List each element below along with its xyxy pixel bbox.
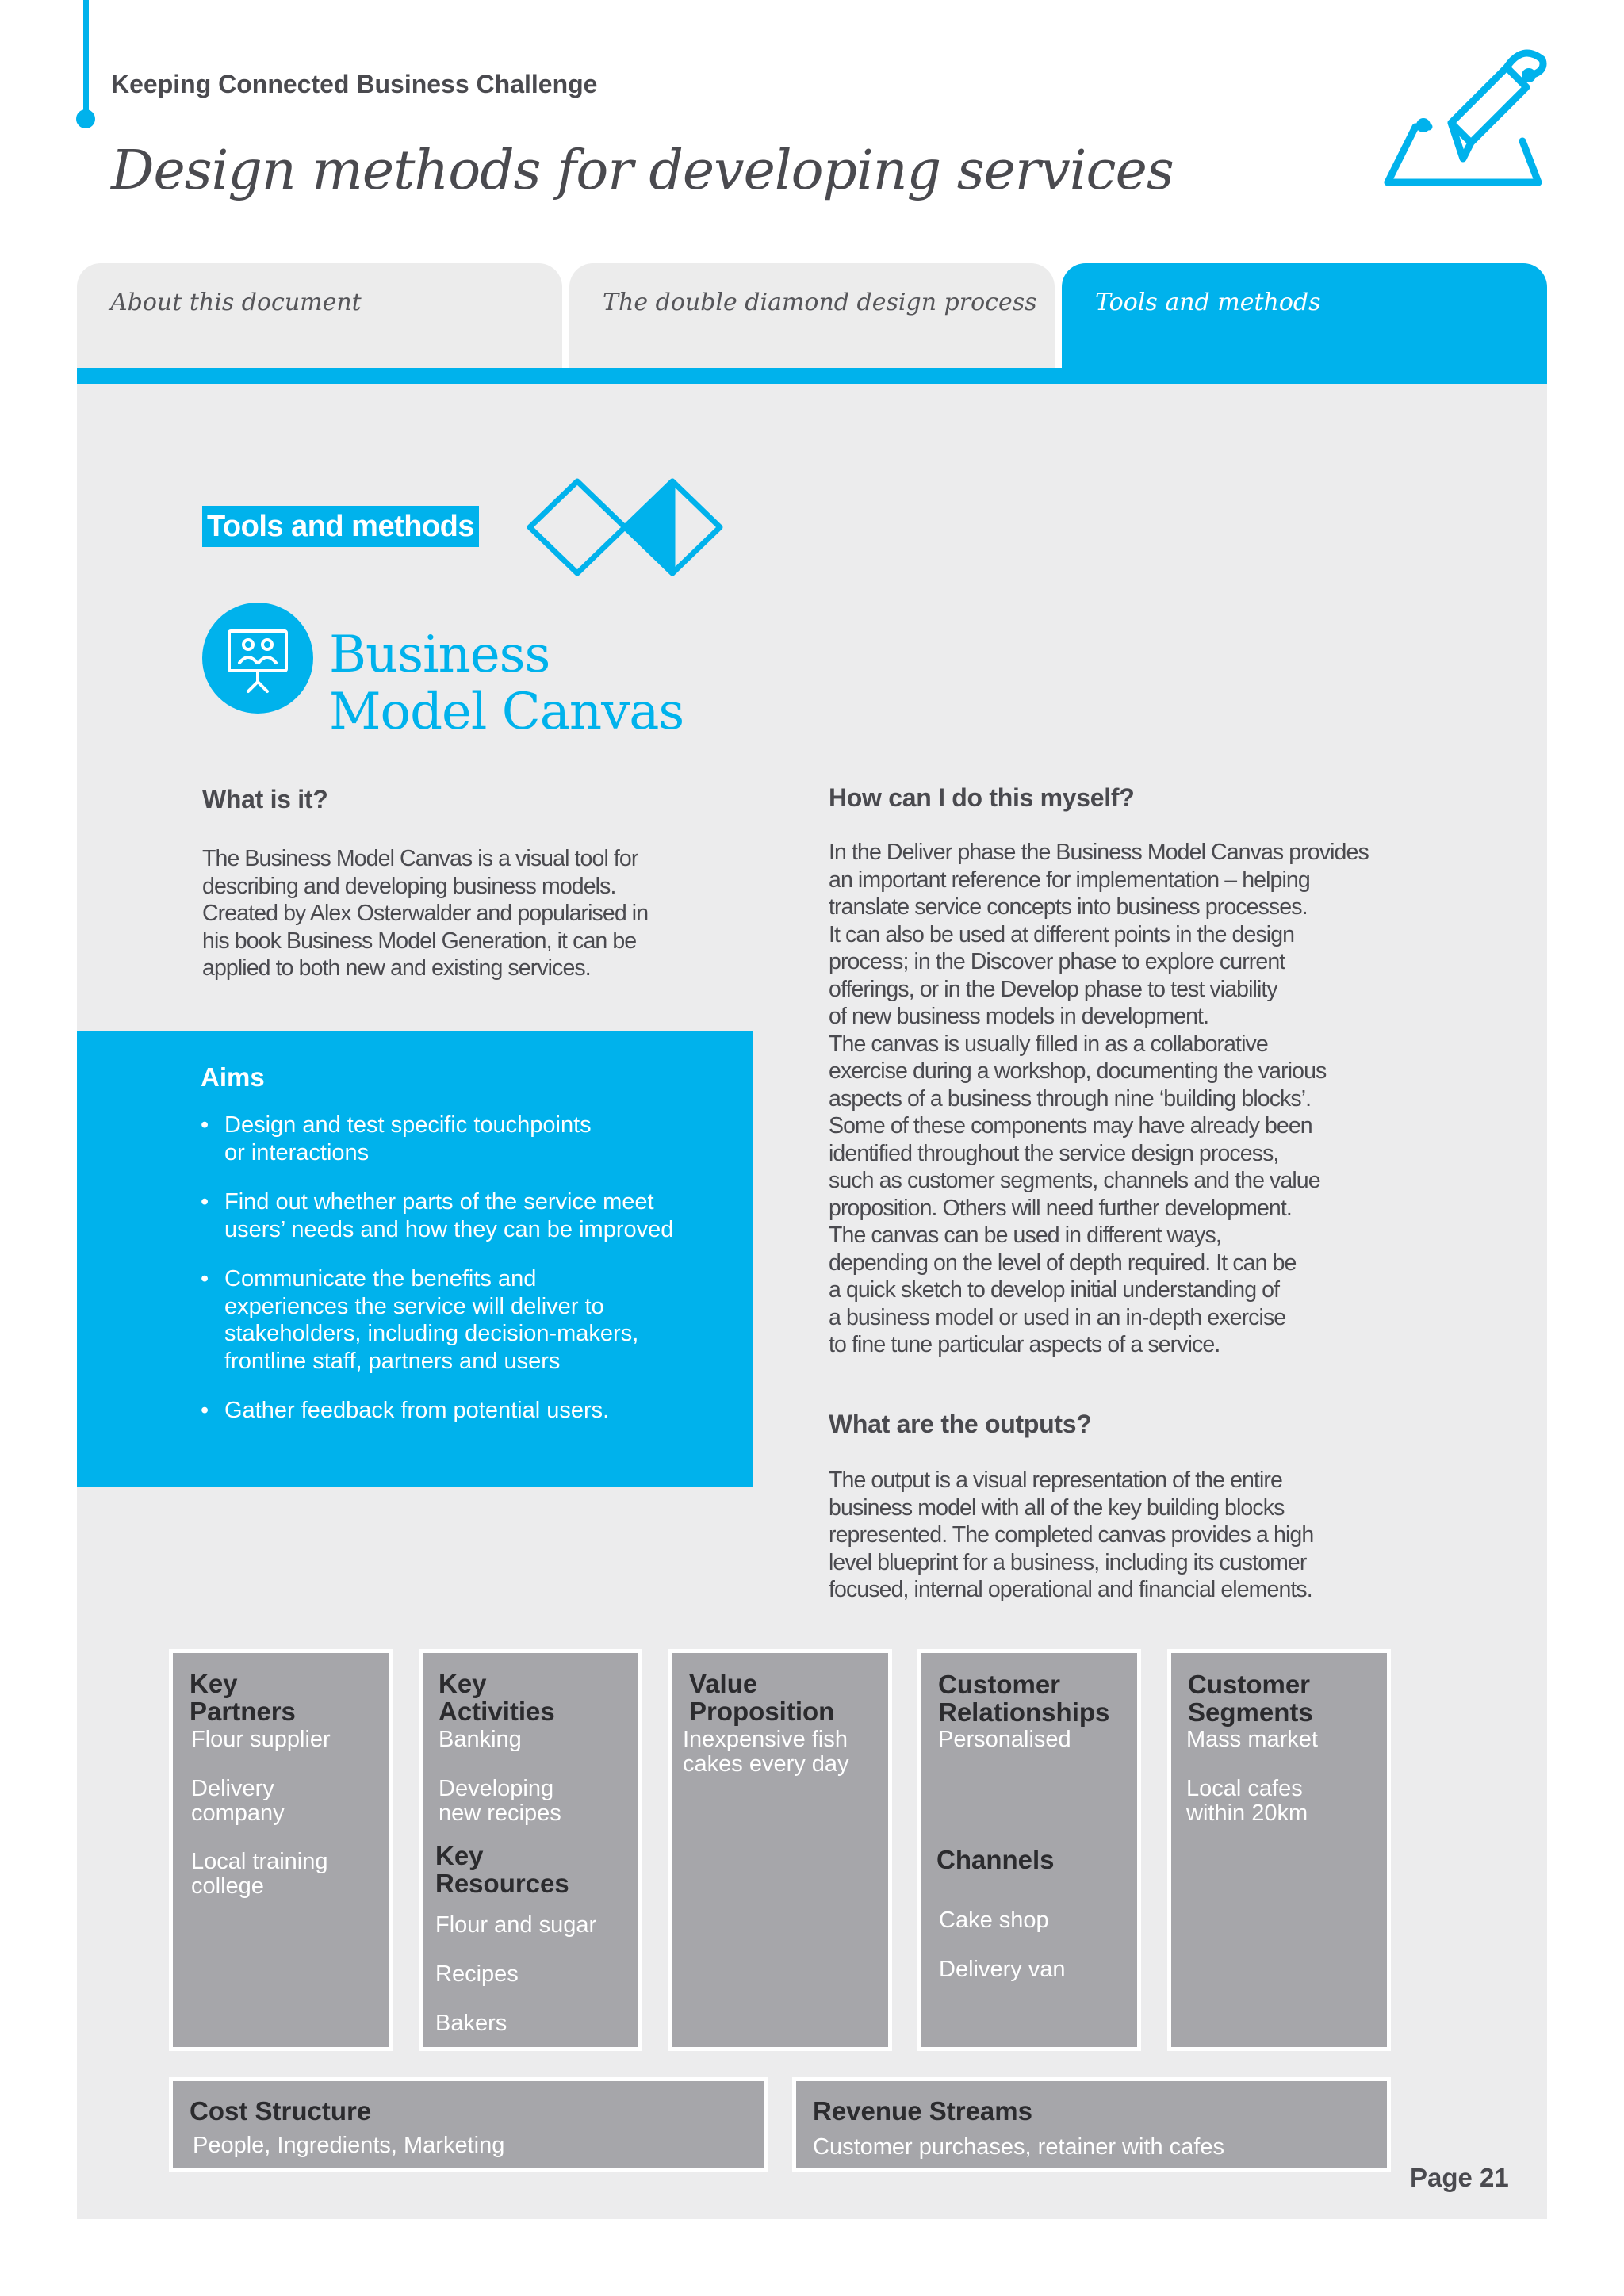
customer-relationships-heading — [938, 1670, 1109, 1726]
text-line: a quick sketch to develop initial understanding of — [829, 1277, 1280, 1303]
canvas-item: Recipes — [435, 1961, 519, 1987]
text-line: level blueprint for a business, including its customer — [829, 1549, 1307, 1575]
section-badge: Tools and methods — [202, 506, 479, 547]
text-line: new recipes — [439, 1800, 561, 1826]
method-title-line-2: Model Canvas — [329, 683, 684, 741]
text-line: Mass market — [1186, 1727, 1318, 1752]
revenue-streams-box — [792, 2077, 1391, 2172]
text-line: depending on the level of depth required. It can be — [829, 1249, 1297, 1276]
text-line: aspects of a business through nine ‘building blocks’. — [829, 1085, 1312, 1112]
heading-line: Segments — [1188, 1697, 1313, 1727]
text-line: experiences the service will deliver to — [224, 1293, 604, 1319]
text-line: Some of these components may have already been — [829, 1113, 1312, 1138]
what-is-it-heading: What is it? — [202, 785, 328, 813]
canvas-item: Delivery van — [939, 1957, 1066, 1982]
cost-structure-text: People, Ingredients, Marketing — [193, 2133, 505, 2158]
canvas-item — [1186, 1777, 1308, 1826]
how-heading: How can I do this myself? — [829, 783, 1135, 812]
text-line: describing and developing business models. — [202, 873, 616, 899]
pen-drawing-icon — [1380, 48, 1554, 198]
text-line: Banking — [439, 1727, 522, 1752]
heading-line: Key — [435, 1841, 484, 1870]
text-line: Local cafes — [1186, 1776, 1303, 1801]
key-activities-heading — [439, 1670, 555, 1725]
revenue-streams-text: Customer purchases, retainer with cafes — [813, 2134, 1224, 2160]
text-line: It can also be used at different points in the design — [829, 921, 1295, 947]
text-line: Developing — [439, 1776, 554, 1801]
outputs-heading: What are the outputs? — [829, 1410, 1092, 1438]
page-number: Page 21 — [1410, 2163, 1509, 2192]
text-line: focused, internal operational and financial elements. — [829, 1577, 1312, 1602]
aims-list-item — [201, 1265, 724, 1375]
text-line: The canvas can be used in different ways, — [829, 1223, 1221, 1248]
text-line: a business model or used in an in-depth exercise — [829, 1304, 1286, 1330]
key-activities-box — [419, 1649, 642, 2051]
text-line: college — [191, 1873, 264, 1899]
canvas-item — [191, 1850, 328, 1899]
text-line: applied to both new and existing services. — [202, 955, 591, 981]
aims-list-item — [201, 1397, 724, 1425]
heading-line: Relationships — [938, 1697, 1110, 1727]
aims-list-item — [201, 1188, 724, 1243]
heading-line: Key — [190, 1669, 238, 1698]
canvas-item: Personalised — [938, 1727, 1071, 1752]
heading-line: Activities — [439, 1697, 555, 1726]
cost-structure-heading: Cost Structure — [190, 2096, 372, 2126]
text-line: translate service concepts into business processes. — [829, 894, 1308, 920]
tab-about-this-document[interactable]: About this document — [77, 263, 562, 368]
text-line: such as customer segments, channels and the value — [829, 1168, 1320, 1193]
text-line: Inexpensive fish — [683, 1727, 848, 1752]
text-line: In the Deliver phase the Business Model Canvas provides — [829, 840, 1369, 865]
key-partners-heading — [190, 1670, 296, 1725]
value-proposition-heading — [689, 1670, 834, 1725]
text-line: an important reference for implementation – helping — [829, 867, 1310, 893]
text-line: within 20km — [1186, 1800, 1308, 1826]
revenue-streams-heading: Revenue Streams — [813, 2096, 1032, 2126]
text-line: identified throughout the service design process, — [829, 1140, 1279, 1166]
heading-line: Partners — [190, 1697, 296, 1726]
what-is-it-text — [202, 845, 718, 982]
text-line: stakeholders, including decision-makers, — [224, 1321, 639, 1346]
text-line: his book Business Model Generation, it can be — [202, 928, 637, 954]
text-line: frontline staff, partners and users — [224, 1348, 561, 1374]
text-line: exercise during a workshop, documenting the various — [829, 1058, 1327, 1084]
page-title: Design methods for developing services — [111, 140, 1174, 202]
customer-segments-heading — [1188, 1670, 1313, 1726]
canvas-item — [683, 1728, 849, 1777]
text-line: company — [191, 1800, 285, 1826]
tab-double-diamond[interactable]: The double diamond design process — [569, 263, 1055, 368]
key-partners-box — [169, 1649, 393, 2051]
text-line: business model with all of the key building blocks — [829, 1494, 1285, 1521]
heading-line: Customer — [938, 1670, 1061, 1699]
heading-line: Resources — [435, 1869, 569, 1898]
canvas-item: Bakers — [435, 2011, 508, 2036]
text-line: users’ needs and how they can be improved — [224, 1216, 674, 1242]
document-series-title: Keeping Connected Business Challenge — [111, 70, 598, 98]
text-line: of new business models in development. — [829, 1004, 1209, 1029]
value-proposition-box — [668, 1649, 892, 2051]
text-line: Flour supplier — [191, 1727, 331, 1752]
heading-line: Key — [439, 1669, 487, 1698]
aims-list-item — [201, 1112, 724, 1166]
tab-underline — [77, 368, 1547, 384]
text-line: cakes every day — [683, 1751, 849, 1777]
text-line: represented. The completed canvas provides a high — [829, 1522, 1314, 1548]
accent-dot — [76, 109, 95, 128]
text-line: to fine tune particular aspects of a service. — [829, 1332, 1220, 1357]
canvas-item: Flour and sugar — [435, 1912, 597, 1938]
heading-line: Proposition — [689, 1697, 835, 1726]
text-line: Local training — [191, 1849, 328, 1874]
text-line: • Design and test specific touchpoints — [224, 1112, 592, 1138]
text-line: or interactions — [224, 1139, 370, 1165]
double-diamond-icon — [523, 476, 745, 579]
canvas-item — [1186, 1728, 1318, 1752]
method-title-line-1: Business — [329, 626, 550, 684]
cost-structure-box — [169, 2077, 768, 2172]
text-line: Created by Alex Osterwalder and popularised in — [202, 901, 649, 926]
accent-line — [83, 0, 89, 115]
channels-heading: Channels — [936, 1845, 1055, 1874]
how-text — [829, 839, 1447, 1359]
canvas-item — [439, 1728, 522, 1752]
text-line: Delivery — [191, 1776, 274, 1801]
customer-relationships-box — [917, 1649, 1141, 2051]
method-title — [329, 626, 741, 740]
key-resources-heading — [435, 1842, 569, 1897]
text-line: • Find out whether parts of the service meet — [224, 1189, 654, 1215]
tab-tools-and-methods[interactable]: Tools and methods — [1062, 263, 1547, 368]
canvas-item — [439, 1777, 561, 1826]
canvas-item — [191, 1777, 285, 1826]
canvas-item — [191, 1728, 331, 1752]
aims-list — [201, 1112, 724, 1447]
text-line: proposition. Others will need further development. — [829, 1195, 1292, 1221]
presentation-board-icon — [202, 603, 313, 714]
text-line: • Gather feedback from potential users. — [224, 1398, 610, 1423]
outputs-text — [829, 1467, 1447, 1604]
customer-segments-box — [1167, 1649, 1391, 2051]
heading-line: Value — [689, 1669, 758, 1698]
heading-line: Customer — [1188, 1670, 1311, 1699]
text-line: process; in the Discover phase to explore current — [829, 949, 1285, 974]
text-line: offerings, or in the Develop phase to test viability — [829, 976, 1277, 1002]
text-line: • Communicate the benefits and — [224, 1266, 537, 1292]
text-line: The Business Model Canvas is a visual tool for — [202, 846, 638, 871]
aims-heading: Aims — [201, 1062, 265, 1092]
text-line: The canvas is usually filled in as a collaborative — [829, 1031, 1268, 1057]
canvas-item: Cake shop — [939, 1908, 1049, 1933]
text-line: The output is a visual representation of the entire — [829, 1468, 1282, 1493]
